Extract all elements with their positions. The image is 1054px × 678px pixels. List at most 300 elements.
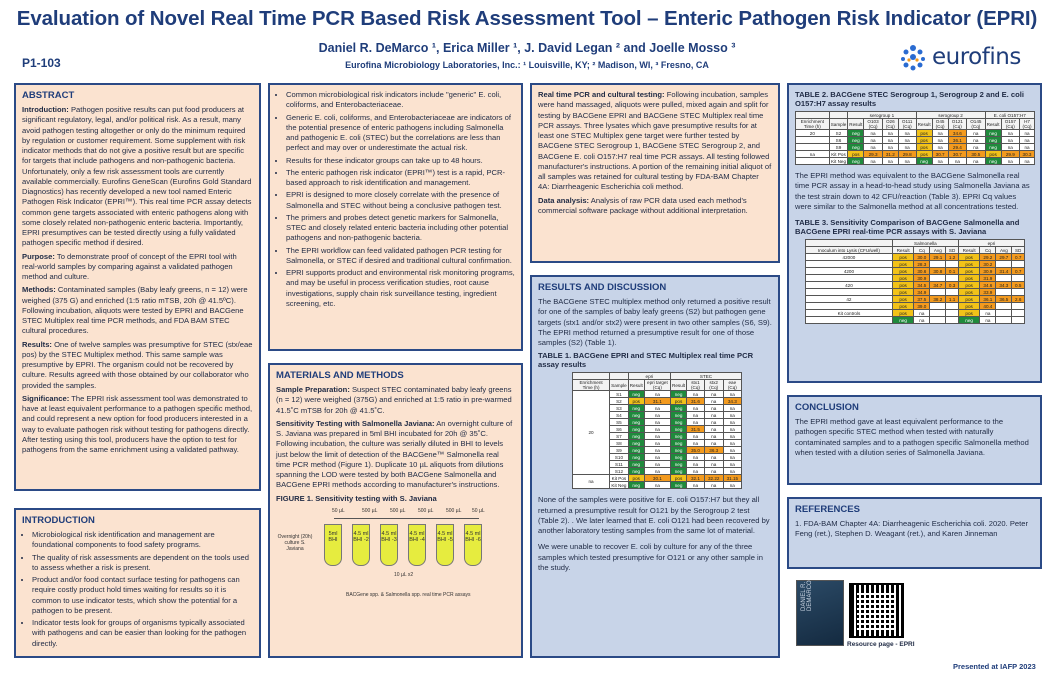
table-cell: S8 xyxy=(610,440,629,447)
table-cell: na xyxy=(723,440,741,447)
table-cell: neg xyxy=(671,482,687,489)
list-item: • The primers and probes detect genetic markers for Salmonella, STEC and closely related enteric bacteria including other potential pathogens and non-pathogenic bacteria. xyxy=(286,213,515,244)
table-cell: na xyxy=(948,158,966,165)
table-cell: 31.9 xyxy=(980,275,996,282)
table-cell: na xyxy=(1001,158,1019,165)
materials-heading: MATERIALS AND METHODS xyxy=(276,370,404,381)
table-cell: 38.2 xyxy=(930,296,946,303)
table-header-cell: eae (Cq) xyxy=(723,380,741,391)
table-header-cell: SD xyxy=(1012,247,1025,254)
table-cell: 20 xyxy=(796,130,830,137)
table-cell: na xyxy=(980,310,996,317)
table-cell: Kit Neg xyxy=(830,158,847,164)
table-cell: 32.22 xyxy=(704,475,723,482)
table-header-cell: Result xyxy=(892,247,913,254)
table-header-cell: O45 (Cq) xyxy=(932,119,948,130)
table-row xyxy=(806,268,1025,275)
table-cell: 20 xyxy=(573,391,610,475)
table-cell: pos xyxy=(892,310,913,317)
table-cell: 0.7 xyxy=(1012,268,1025,275)
table-cell: neg xyxy=(628,419,644,426)
table-cell: pos xyxy=(958,254,979,261)
table-cell: pos xyxy=(916,137,932,144)
table-cell: pos xyxy=(985,151,1001,158)
table-cell xyxy=(996,310,1012,317)
table-cell: na xyxy=(723,405,741,412)
table-cell: S2 xyxy=(610,398,629,405)
table-cell xyxy=(930,310,946,317)
table-cell: neg xyxy=(671,447,687,454)
table-cell: na xyxy=(1020,144,1035,151)
table-cell: neg xyxy=(628,461,644,468)
table-header-cell: epri xyxy=(958,240,1024,247)
table-cell: na xyxy=(1020,130,1035,137)
table-cell: S3 xyxy=(610,405,629,412)
table-cell: pos xyxy=(958,275,979,282)
table-cell: 31.4 xyxy=(996,268,1012,275)
table-cell: 33.9 xyxy=(980,289,996,296)
table-row xyxy=(806,254,1025,261)
table-cell: neg xyxy=(916,158,932,165)
table-cell: 34.3 xyxy=(723,398,741,405)
table-cell xyxy=(946,289,959,296)
table-cell: na xyxy=(644,468,670,475)
table-header-cell: Avg xyxy=(930,247,946,254)
table-cell: 30.6 xyxy=(914,268,930,275)
table-cell: na xyxy=(704,468,723,475)
table-cell: pos xyxy=(892,303,913,310)
table-row xyxy=(796,130,1035,137)
references-panel xyxy=(787,497,1042,569)
table-cell xyxy=(996,289,1012,296)
list-item: • Microbiological risk identification and management are foundational components to food safety programs. xyxy=(32,530,253,551)
table-cell xyxy=(1012,261,1025,268)
table-cell: neg xyxy=(671,440,687,447)
table-cell: 31.1 xyxy=(644,398,670,405)
table-cell: S4 xyxy=(610,412,629,419)
volume-label: 500 µL xyxy=(362,507,378,514)
table-cell: 30.7 xyxy=(948,151,966,158)
table-cell: na xyxy=(1020,158,1035,165)
table-cell: 420 xyxy=(806,282,893,289)
table-header-cell: Result xyxy=(628,380,644,391)
table-cell xyxy=(1012,289,1025,296)
reference-item: 1. FDA-BAM Chapter 4A: Diarrheagenic Escherichia coli. 2020. Peter Feng (ret.), Stephen D. Weagant (ret.), and Karen Jinneman xyxy=(795,519,1028,539)
table-header-cell: E. coli O157:H7 xyxy=(985,112,1034,119)
table-cell xyxy=(930,317,946,324)
table-cell xyxy=(946,275,959,282)
table-cell: na xyxy=(864,144,882,151)
table2 xyxy=(795,111,1035,165)
table-cell xyxy=(946,261,959,268)
table-cell: pos xyxy=(958,282,979,289)
table-cell: neg xyxy=(958,317,979,324)
table-cell: pos xyxy=(958,261,979,268)
table-cell: na xyxy=(967,158,985,165)
table-cell: 0.1 xyxy=(946,268,959,275)
table-cell: na xyxy=(796,151,830,158)
table-cell: na xyxy=(704,433,723,440)
table-cell: neg xyxy=(628,468,644,475)
table2-text: The EPRI method was equivalent to the BACGene Salmonella real time PCR assay in a head-to-head study using Salmonella Javiana as the test strain down to 42 CFU/reaction (Table 3). EPRI Cq values were similar to the Salmonella method at all concentrations tested. xyxy=(795,171,1030,211)
table-cell: na xyxy=(704,426,723,433)
table-cell: na xyxy=(687,412,705,419)
intro-continued-panel xyxy=(268,83,523,351)
rt-pcr-panel xyxy=(530,83,780,263)
table-cell: neg xyxy=(848,158,864,165)
table-header-cell xyxy=(829,112,848,119)
table-header-cell: epri target (Cq) xyxy=(644,380,670,391)
table-cell: na xyxy=(1001,137,1019,144)
table-row xyxy=(573,373,742,380)
table-cell xyxy=(806,261,893,268)
list-item: • EPRI supports product and environmental risk monitoring programs, and may be useful in process verification studies, root cause investigations, supply chain risk surveillance testing, ingredient screening, etc. xyxy=(286,268,515,309)
table-cell: neg xyxy=(628,482,644,489)
table-cell: na xyxy=(1020,137,1035,144)
table-cell: neg xyxy=(671,391,687,398)
table-cell: na xyxy=(882,130,898,137)
table-cell: na xyxy=(704,412,723,419)
table-cell: na xyxy=(644,405,670,412)
table-cell: neg xyxy=(628,454,644,461)
table-cell: pos xyxy=(628,475,644,482)
table1-caption: TABLE 1. BACGene EPRI and STEC Multiplex real time PCR assay results xyxy=(538,351,754,370)
table-cell: na xyxy=(687,440,705,447)
table-cell: 34.6 xyxy=(948,130,966,137)
table-cell: 34.9 xyxy=(914,289,930,296)
rt-pcr-body: Real time PCR and cultural testing: Following incubation, samples were hand massaged, aliquots were pulled, mixed again and split for testing by BACGene EPRI and BACGene STEC Multiplex real time PCR assays. Three lysates which gave presumptive results for at least one STEC Multiplex gene target were further tested by BACGene STEC Serogroup 1, BACGene STEC Serogroup 2, and BACGene E. coli O157:H7 real time PCR assays. All testing followed manufacturer's instructions. A portion of the remaining initial aliquot of all samples was retained for cultural testing by FDA-BAM Chapter 4A: Diarrheagenic Escherichia coli method. Data analysis: Analysis of raw PCR data used each method's commercial software package without additional interpretation. xyxy=(538,90,772,215)
authors: Daniel R. DeMarco ¹, Erica Miller ¹, J. David Legan ² and Joelle Mosso ³ xyxy=(318,41,736,55)
table-cell: na xyxy=(687,482,705,489)
poster-id: P1-103 xyxy=(22,56,61,70)
table-cell: 29.7 xyxy=(996,254,1012,261)
table-cell: na xyxy=(864,137,882,144)
table-cell: neg xyxy=(848,137,864,144)
table-cell: 31.6 xyxy=(687,398,705,405)
table-header-cell: Result xyxy=(671,380,687,391)
table-header-cell: STEC xyxy=(671,373,742,380)
table-cell: Kit Pos xyxy=(829,151,848,158)
table-cell: pos xyxy=(916,130,932,137)
table-cell: na xyxy=(704,440,723,447)
table-cell: na xyxy=(914,317,930,324)
table-cell: na xyxy=(898,144,916,151)
table-cell: pos xyxy=(916,144,932,151)
table-cell: 28.3 xyxy=(914,261,930,268)
table-cell: na xyxy=(723,447,741,454)
conclusion-panel xyxy=(787,395,1042,485)
table-row xyxy=(806,303,1025,310)
resource-label: Resource page - EPRI xyxy=(847,641,915,648)
logo-text: eurofins xyxy=(932,44,1021,70)
table-cell: pos xyxy=(671,398,687,405)
introduction-panel xyxy=(14,508,261,658)
eurofins-logo xyxy=(898,44,1040,72)
table-header-cell: O121 (Cq) xyxy=(948,119,966,130)
table-cell xyxy=(930,275,946,282)
table-cell: 37.5 xyxy=(914,296,930,303)
table-cell: neg xyxy=(628,412,644,419)
table-cell: na xyxy=(704,405,723,412)
volume-label: 500 µL xyxy=(418,507,434,514)
table-cell: 30.0 xyxy=(914,254,930,261)
table-cell: na xyxy=(967,144,985,151)
table-row xyxy=(796,151,1035,158)
table-cell xyxy=(806,317,893,324)
table-cell: na xyxy=(704,454,723,461)
table-cell: pos xyxy=(671,475,687,482)
table-cell: 0.5 xyxy=(1012,282,1025,289)
table-header-cell: O111 (Cq) xyxy=(898,119,916,130)
table-cell: na xyxy=(704,391,723,398)
table-header-cell xyxy=(806,240,893,247)
book-cover-image xyxy=(796,580,844,646)
table-cell xyxy=(796,144,830,151)
table-cell: 32.1 xyxy=(687,475,705,482)
table-header-cell: O145 (Cq) xyxy=(967,119,985,130)
tube: 4.5 ml BHI -6 xyxy=(464,524,482,566)
table-cell: S9 xyxy=(829,144,848,151)
table-cell xyxy=(996,303,1012,310)
table-header-cell: H7 (Cq) xyxy=(1020,119,1035,130)
table-cell xyxy=(996,261,1012,268)
list-item: • Product and/or food contact surface testing for pathogens can require costly product hold times waiting for results so it is common to use indicator tests, which show the potential for a pathogen to be present. xyxy=(32,575,253,616)
table-cell: 36.1 xyxy=(980,296,996,303)
qr-code[interactable] xyxy=(849,583,904,638)
table-cell xyxy=(930,261,946,268)
figure1 xyxy=(276,506,486,606)
table-cell: 39.0 xyxy=(914,303,930,310)
table-cell: 29.8 xyxy=(898,151,916,158)
table-row xyxy=(806,296,1025,303)
table-cell: na xyxy=(704,461,723,468)
volume-label: 500 µL xyxy=(446,507,462,514)
table-cell: na xyxy=(723,461,741,468)
table-header-cell xyxy=(796,112,830,119)
table-row xyxy=(796,144,1035,151)
table-cell: na xyxy=(1001,144,1019,151)
table-cell: neg xyxy=(985,144,1001,151)
table-cell: na xyxy=(644,482,670,489)
table-cell: pos xyxy=(916,151,932,158)
table-cell: 29.2 xyxy=(980,254,996,261)
table-cell: pos xyxy=(892,282,913,289)
table-row xyxy=(806,317,1025,324)
table-cell: 0.3 xyxy=(946,282,959,289)
table-header-cell: O103 (Cq) xyxy=(864,119,882,130)
table-row xyxy=(573,475,742,482)
table-cell: 30.8 xyxy=(930,268,946,275)
table-cell xyxy=(806,303,893,310)
table-cell xyxy=(946,303,959,310)
table-cell: na xyxy=(723,482,741,489)
table-cell: na xyxy=(882,158,898,165)
table-row xyxy=(796,112,1035,119)
table-header-cell: Sample xyxy=(610,380,629,391)
table-cell: na xyxy=(704,419,723,426)
results-p3: We were unable to recover E. coli by culture for any of the three samples which tested presumptive for O121 or any other sample in the study. xyxy=(538,542,763,572)
table1 xyxy=(572,372,742,489)
table-cell: S7 xyxy=(610,433,629,440)
list-item: • The quality of risk assessments are dependent on the tools used to assess whether a risk is present. xyxy=(32,553,253,574)
tube: 4.5 ml BHI -3 xyxy=(380,524,398,566)
table-header-cell: SD xyxy=(946,247,959,254)
table-header-cell: Result xyxy=(958,247,979,254)
table-cell: na xyxy=(914,310,930,317)
table-cell: na xyxy=(723,391,741,398)
table-cell: 29.1 xyxy=(930,254,946,261)
table-header-cell: stx2 (Cq) xyxy=(704,380,723,391)
table-cell: 31.5 xyxy=(687,426,705,433)
references-heading: REFERENCES xyxy=(795,504,860,515)
tube: 4.5 ml BHI -4 xyxy=(408,524,426,566)
materials-panel xyxy=(268,363,523,658)
table-cell xyxy=(996,275,1012,282)
table-cell: neg xyxy=(985,137,1001,144)
table-header-cell: Cq xyxy=(980,247,996,254)
table-cell: na xyxy=(644,419,670,426)
table-header-cell: Enrichment Time (h) xyxy=(573,380,610,391)
table-cell: na xyxy=(644,426,670,433)
table-cell: 30.9 xyxy=(980,268,996,275)
table-header-cell: O157 (Cq) xyxy=(1001,119,1019,130)
table-header-cell: serogroup 2 xyxy=(916,112,985,119)
table-cell: na xyxy=(967,137,985,144)
table-row xyxy=(573,380,742,391)
table-cell: 4200 xyxy=(806,268,893,275)
table-cell: S2 xyxy=(829,130,848,137)
table-cell: 0.7 xyxy=(1012,254,1025,261)
list-item: • Generic E. coli, coliforms, and Enterobacteriaceae are indicators of the potential presence of enteric pathogens including Salmonella and pathogenic E. coli (STEC) but the correlations are less than perfect and may over or underestimate the actual risk. xyxy=(286,113,515,154)
table-cell: neg xyxy=(985,130,1001,137)
list-item: • The EPRI workflow can feed validated pathogen PCR testing for Salmonella, or STEC if desired and traditional cultural confirmation. xyxy=(286,246,515,267)
table-cell: Kit Neg xyxy=(611,482,627,488)
table-cell xyxy=(1012,310,1025,317)
table-cell xyxy=(946,310,959,317)
abstract-heading: ABSTRACT xyxy=(22,90,75,101)
table-cell: na xyxy=(704,398,723,405)
table-cell: pos xyxy=(958,296,979,303)
table-cell: pos xyxy=(848,151,864,158)
table-cell: pos xyxy=(892,254,913,261)
table-cell: na xyxy=(723,412,741,419)
table-cell: na xyxy=(723,468,741,475)
table-cell: neg xyxy=(628,426,644,433)
table-header-cell: Result xyxy=(916,119,932,130)
tube: 4.5 ml BHI -2 xyxy=(352,524,370,566)
table-cell: S1 xyxy=(610,391,629,398)
table-cell: 29.3 xyxy=(864,151,882,158)
table-cell: neg xyxy=(628,447,644,454)
table-cell: 34.5 xyxy=(914,282,930,289)
affiliations: Eurofina Microbiology Laboratories, Inc.: ¹ Louisville, KY; ² Madison, WI, ³ Fresno, CA xyxy=(345,60,709,70)
table-cell xyxy=(1012,317,1025,324)
table-cell: neg xyxy=(671,405,687,412)
table-cell: na xyxy=(687,461,705,468)
table-cell: na xyxy=(898,137,916,144)
table-header-cell xyxy=(610,373,629,380)
table-cell xyxy=(806,289,893,296)
volume-label: 50 µL xyxy=(332,507,345,514)
volume-label: 500 µL xyxy=(390,507,406,514)
table-cell: na xyxy=(687,468,705,475)
table-cell: na xyxy=(687,391,705,398)
table-cell xyxy=(930,289,946,296)
table-cell: neg xyxy=(671,433,687,440)
table-cell: na xyxy=(864,158,882,165)
table-cell: S10 xyxy=(610,454,629,461)
list-item: • EPRI is designed to more closely correlate with the presence of Salmonella and STEC without being a conclusive pathogen test. xyxy=(286,190,515,211)
table-cell: 36.5 xyxy=(996,296,1012,303)
table-row xyxy=(806,282,1025,289)
results-heading: RESULTS AND DISCUSSION xyxy=(538,282,667,293)
dilution-arrow xyxy=(334,518,479,519)
table-cell: pos xyxy=(958,310,979,317)
table-cell: na xyxy=(644,447,670,454)
introduction-list xyxy=(22,530,253,649)
table3-caption: TABLE 3. Sensitivity Comparison of BACGene Salmonella and BACGene EPRI real-time PCR assays with S. Javiana xyxy=(795,218,1020,236)
table-cell: S5 xyxy=(610,419,629,426)
table-cell xyxy=(796,137,830,144)
presented-at: Presented at IAFP 2023 xyxy=(953,662,1036,671)
list-item: • The enteric pathogen risk indicator (EPRI™) test is a rapid, PCR-based approach to risk identification and management. xyxy=(286,168,515,189)
table-cell: na xyxy=(644,391,670,398)
table-cell: na xyxy=(687,405,705,412)
table-cell xyxy=(1012,303,1025,310)
table-cell: 1.1 xyxy=(946,296,959,303)
table-cell: 29.9 xyxy=(1001,151,1019,158)
table-cell: pos xyxy=(892,261,913,268)
abstract-body: Introduction: Pathogen positive results can put food producers at significant regulatory, legal, and/or political risk. As a result, many avoid pathogen testing altogether or only do the minimum required by regulation or customer requirement. Some supplement with risk indicator methods that do not give a positive result but are specific for targets that include pathogens and non-pathogenic bacteria. Unfortunately, only a few risk assessment tools are currently available commercially. Eurofins GeneScan (Eurofins Gold Standard Diagnostics) has recently developed a new tool named Enteric Pathogen Risk Indicator (EPRI™). This real time PCR assay detects common gene targets associated with enteric pathogens along with some closely related non-pathogenic enteric bacteria. Importantly, EPRI presumptives can be tested directly using a fully validated pathogen specific method if desired. Purpose: To demonstrate proof of concept of the EPRI tool with real-world samples by comparing against a validated pathogen method and culture. Methods: Contaminated samples (Baby leafy greens, n = 12) were weighed (375 G) and enriched (1:5 ratio mTSB, 20h @ 41.5ºC). Following incubation, aliquots were tested by EPRI and BACGene STEC Multiplex real time PCR methods, and FDA BAM STEC cultural procedures. Results: One of twelve samples was presumptive for STEC (stx/eae pos) by the STEC Multiplex method. This same sample was presumptive by EPRI. The organism could not be recovered by culture. Results agreed with those obtained by our collaborator who provided the samples. Significance: The EPRI risk assessment tool was demonstrated to have at least equivalent performance to a pathogen specific method, and could represent a new option for food producers interested in a way to evaluate pathogen risk without testing for pathogens directly. After testing using this tool, producers have the option to test for pathogens from the same enrichment using a validated pathway. xyxy=(22,105,253,454)
table-cell: 30.1 xyxy=(644,475,670,482)
table-cell: neg xyxy=(671,461,687,468)
table-cell: neg xyxy=(892,317,913,324)
book-title: DANIEL R. DEMARCO xyxy=(801,580,813,611)
table-cell: na xyxy=(898,130,916,137)
table-cell xyxy=(930,303,946,310)
table-cell: neg xyxy=(848,144,864,151)
list-item: • Indicator tests look for groups of organisms typically associated with pathogens and can be easier than looking for the pathogen directly. xyxy=(32,618,253,649)
table-header-cell: Enrichment Time (h) xyxy=(796,119,830,130)
figure1-caption: FIGURE 1. Sensitivity testing with S. Javiana xyxy=(276,493,437,503)
table-cell: pos xyxy=(958,289,979,296)
abstract-panel xyxy=(14,83,261,491)
table-cell: 30.9 xyxy=(914,275,930,282)
table-cell: 30.7 xyxy=(932,151,948,158)
table-cell: na xyxy=(687,454,705,461)
table-cell: 40.4 xyxy=(980,303,996,310)
table-cell: 35.0 xyxy=(687,447,705,454)
table-cell: neg xyxy=(985,158,1001,165)
list-item: • Common microbiological risk indicators include "generic" E. coli, coliforms, and Enterobacteriaceae. xyxy=(286,90,515,111)
table-cell: na xyxy=(644,440,670,447)
table-header-cell: serogroup 1 xyxy=(848,112,916,119)
table-header-cell: Inoculum into Lysis (CFU/well) xyxy=(806,247,893,254)
table-cell: neg xyxy=(671,426,687,433)
conclusion-heading: CONCLUSION xyxy=(795,402,859,413)
table-header-cell xyxy=(573,373,610,380)
table-header-cell: Salmonella xyxy=(892,240,958,247)
table-cell: S6 xyxy=(829,137,848,144)
figure-footer: BACGene spp. & Salmonella spp. real time PCR assays xyxy=(346,591,471,598)
table-cell: neg xyxy=(671,454,687,461)
table-cell: neg xyxy=(671,412,687,419)
table-row xyxy=(806,240,1025,247)
table-cell: neg xyxy=(671,419,687,426)
tube: 4.5 ml BHI -5 xyxy=(436,524,454,566)
poster-title: Evaluation of Novel Real Time PCR Based Risk Assessment Tool – Enteric Pathogen Risk Indicator (EPRI) xyxy=(16,7,1038,30)
table-row xyxy=(806,261,1025,268)
